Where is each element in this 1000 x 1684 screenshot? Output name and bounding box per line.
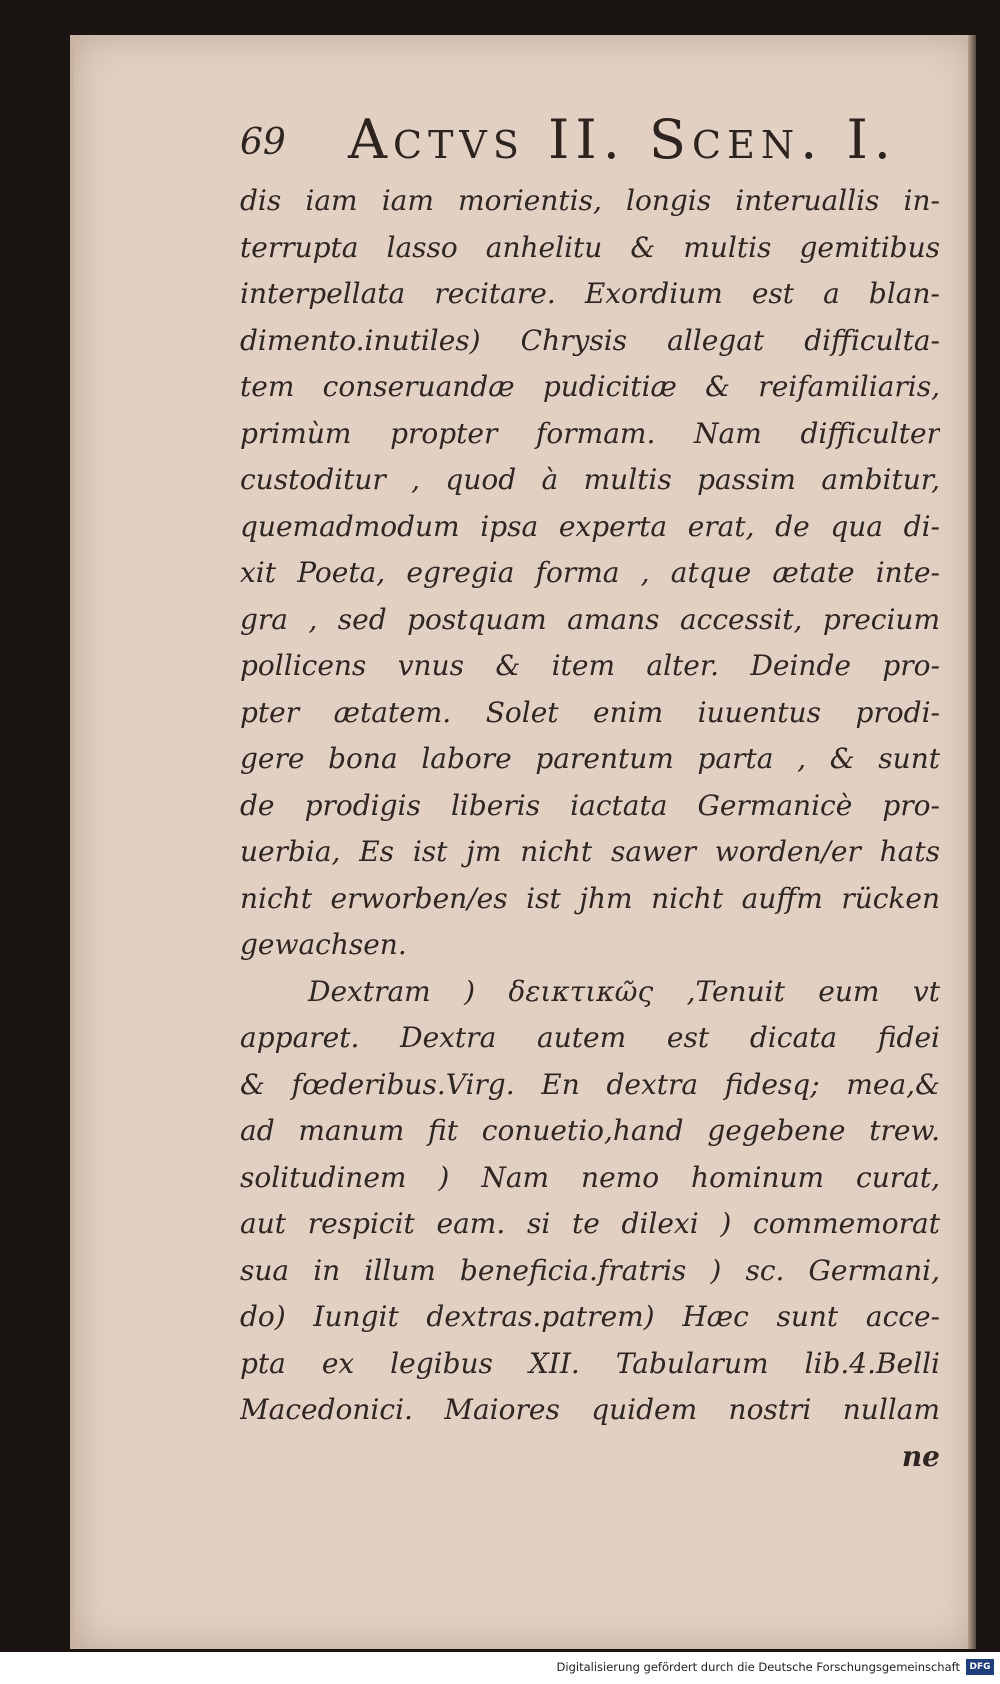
text-line: & fœderibus.Virg. En dextra fidesq; mea,&	[240, 1067, 940, 1101]
text-line: uerbia, Es ist jm nicht sawer worden/er hats	[240, 835, 940, 868]
text-line: Dextram ) δεικτικῶς ,Tenuit eum vt	[308, 974, 940, 1008]
dfg-logo: DFG	[966, 1659, 994, 1675]
text-line: apparet. Dextra autem est dicata fidei	[240, 1021, 940, 1054]
text-line: interpellata recitare. Exordium est a blan-	[240, 277, 940, 310]
page-number: 69	[240, 122, 286, 163]
text-line: pter ætatem. Solet enim iuuentus prodi-	[240, 695, 940, 729]
page-edge	[968, 35, 976, 1649]
text-line: gra , sed postquam amans accessit, precium	[240, 602, 940, 636]
running-head: Actvs II. Scen. I.	[348, 108, 897, 171]
text-line: dis iam iam morientis, longis interuallis in-	[240, 184, 940, 217]
text-line: aut respicit eam. si te dilexi ) commemorat	[240, 1207, 940, 1240]
text-line: gere bona labore parentum parta , & sunt	[240, 742, 940, 775]
text-line: quemadmodum ipsa experta erat, de qua di-	[240, 509, 940, 543]
text-line: terrupta lasso anhelitu & multis gemitibus	[240, 230, 940, 264]
text-line: primùm propter formam. Nam difficulter	[240, 416, 940, 450]
text-line: sua in illum beneficia.fratris ) sc. Germani,	[240, 1253, 940, 1287]
text-line: de prodigis liberis iactata Germanicè pro-	[240, 788, 940, 822]
text-line: xit Poeta, egregia forma , atque ætate inte-	[240, 556, 940, 589]
text-line: ad manum fit conuetio,hand gegebene trew.	[240, 1114, 940, 1147]
text-line: pollicens vnus & item alter. Deinde pro-	[240, 649, 940, 682]
footer	[0, 1652, 1000, 1684]
text-line: custoditur , quod à multis passim ambitur,	[240, 463, 940, 496]
page-header	[240, 108, 940, 178]
text-line: Macedonici. Maiores quidem nostri nullam	[240, 1393, 940, 1426]
text-line: pta ex legibus XII. Tabularum lib.4.Belli	[240, 1346, 940, 1380]
body-text	[240, 178, 940, 1480]
text-line: solitudinem ) Nam nemo hominum curat,	[240, 1160, 940, 1194]
text-line: tem conseruandæ pudicitiæ & reifamiliaris,	[240, 370, 940, 403]
text-line: do) Iungit dextras.patrem) Hæc sunt acce-	[240, 1300, 940, 1333]
footer-credit: Digitalisierung gefördert durch die Deutsche Forschungsgemeinschaft	[556, 1660, 960, 1674]
text-line: gewachsen.	[240, 928, 407, 961]
catchword: ne	[901, 1439, 940, 1473]
text-line: dimento.inutiles) Chrysis allegat difficulta-	[240, 323, 940, 357]
text-line: nicht erworben/es ist jhm nicht auffm rücken	[240, 881, 940, 915]
